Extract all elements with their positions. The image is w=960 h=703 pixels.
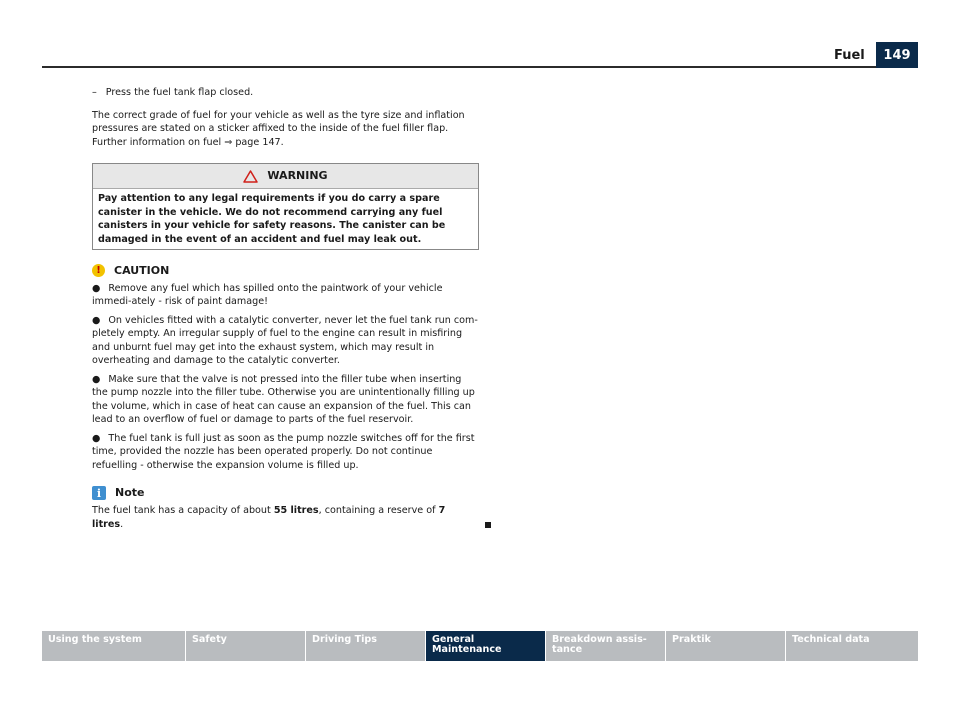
instruction-step (92, 86, 479, 100)
caution-title: CAUTION (114, 264, 170, 277)
step-marker: – (92, 87, 97, 98)
nav-tab-general-maintenance[interactable]: General Maintenance (426, 631, 546, 661)
bullet-icon: ● (92, 373, 101, 385)
page-number: 149 (876, 42, 918, 68)
bullet-icon: ● (92, 314, 101, 326)
header-rule (42, 66, 876, 68)
nav-tab-driving-tips[interactable]: Driving Tips (306, 631, 426, 661)
caution-header (92, 264, 479, 278)
step-text: Press the fuel tank flap closed. (105, 87, 254, 98)
nav-tab-safety[interactable]: Safety (186, 631, 306, 661)
page-content (92, 86, 479, 531)
section-end-marker (485, 522, 491, 528)
nav-tab-praktik[interactable]: Praktik (666, 631, 786, 661)
chapter-navigation (42, 631, 918, 661)
fuel-capacity: 55 litres (273, 505, 319, 516)
caution-item: ● Remove any fuel which has spilled onto the paintwork of your vehicle immedi-ately - risk of paint damage! (92, 282, 443, 307)
caution-icon: ! (92, 264, 105, 277)
nav-tab-technical-data[interactable]: Technical data (792, 634, 870, 645)
bullet-icon: ● (92, 432, 101, 444)
caution-item: ● Make sure that the valve is not pressed into the filler tube when inserting the pump nozzle into the filler tube. Otherwise you are unintentionally filling up the volume, which in case of heat can cause an expansion of the fuel. This can lead to an overflow of fuel or damage to parts of the fuel reservoir. (92, 373, 475, 425)
section-title: Fuel (834, 48, 865, 63)
nav-tab-breakdown-assistance[interactable]: Breakdown assis-tance (546, 631, 666, 661)
warning-text: Pay attention to any legal requirements if you do carry a spare canister in the vehicle. We do not recommend carrying any fuel canisters in your vehicle for safety reasons. The canister can be damaged in the event of an accident and fuel may leak out. (98, 193, 446, 245)
warning-box (92, 163, 479, 250)
note-title: Note (115, 486, 145, 500)
note-section (92, 486, 479, 531)
fuel-reserve: 7 litres (92, 505, 446, 530)
info-icon: i (92, 486, 106, 500)
note-header (92, 486, 479, 500)
intro-paragraph: The correct grade of fuel for your vehicle as well as the tyre size and inflation pressures are stated on a sticker affixed to the inside of the fuel filler flap. Further information on fuel ⇒ page 147. (92, 109, 465, 148)
caution-item: ● On vehicles fitted with a catalytic converter, never let the fuel tank run com-pletely empty. An irregular supply of fuel to the engine can result in misfiring and unburnt fuel may get into the exhaust system, which may result in overheating and damage to the catalytic converter. (92, 314, 478, 366)
note-text: The fuel tank has a capacity of about 55 litres, containing a reserve of 7 litres. (92, 504, 479, 531)
bullet-icon: ● (92, 282, 101, 294)
warning-header (93, 164, 478, 189)
caution-item: ● The fuel tank is full just as soon as the pump nozzle switches off for the first time, provided the nozzle has been operated properly. Do not continue refuelling - otherwise the expansion volume is filled up. (92, 432, 475, 471)
warning-triangle-icon (243, 170, 258, 183)
warning-title: WARNING (267, 169, 328, 183)
caution-section (92, 264, 479, 472)
nav-tab-using-the-system[interactable]: Using the system (42, 631, 186, 661)
